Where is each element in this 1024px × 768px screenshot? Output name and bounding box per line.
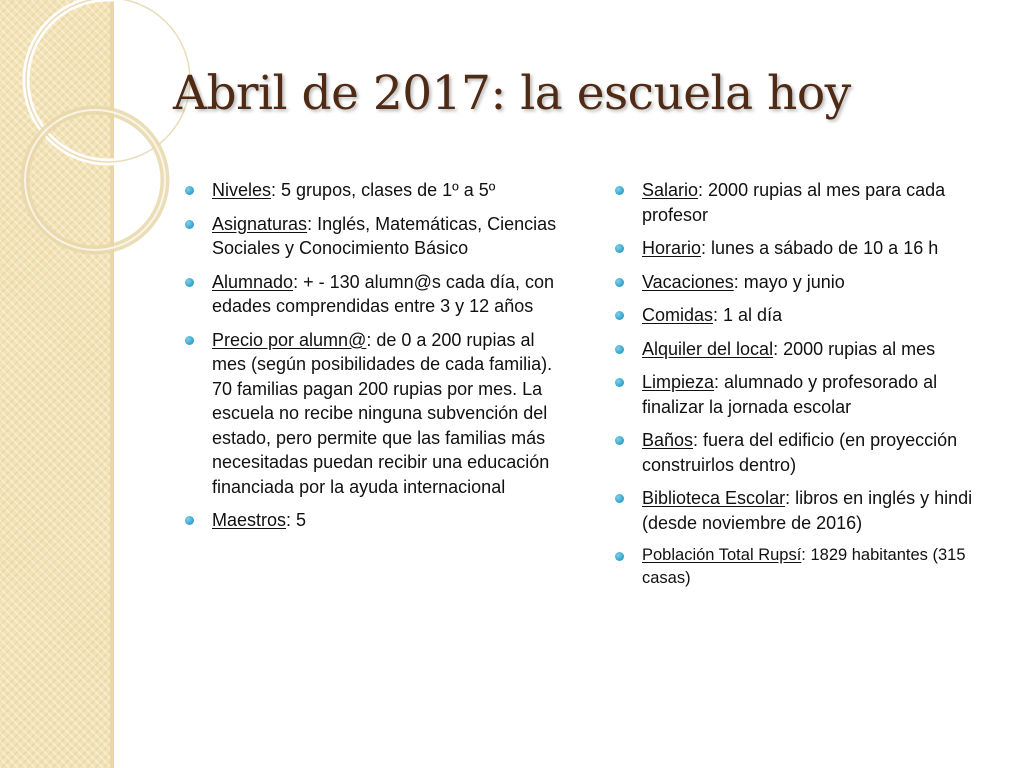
- item-text: : Inglés, Matemáticas, Ciencias Sociales y Conocimiento Básico: [212, 213, 557, 258]
- item-text: : libros en inglés y hindi (desde noviembre de 2016): [642, 488, 973, 533]
- item-label: Población Total Rupsí: [642, 546, 802, 564]
- item-text: : 2000 rupias al mes: [773, 338, 936, 359]
- bullet-icon: [615, 186, 624, 195]
- item-label: Alumnado: [212, 271, 294, 292]
- item-label: Asignaturas: [212, 213, 308, 234]
- item-label: Niveles: [212, 180, 272, 200]
- list-item-limpieza: [615, 370, 995, 419]
- bullet-icon: [185, 278, 194, 287]
- item-text: : 1 al día: [713, 305, 783, 325]
- list-item-vacaciones: [615, 270, 995, 295]
- item-text: : 2000 rupias al mes para cada profesor: [642, 180, 946, 225]
- list-item-maestros: [185, 508, 570, 533]
- bullet-icon: [185, 516, 194, 525]
- item-text: : 1829 habitantes (315 casas): [642, 546, 966, 587]
- item-label: Comidas: [642, 305, 714, 325]
- bullet-icon: [615, 378, 624, 387]
- item-label: Biblioteca Escolar: [642, 488, 786, 508]
- item-label: Salario: [642, 180, 699, 200]
- item-text: : + - 130 alumn@s cada día, con edades comprendidas entre 3 y 12 años: [212, 271, 554, 316]
- list-item-horario: [615, 236, 995, 261]
- page-title: Abril de 2017: la escuela hoy: [173, 66, 851, 121]
- bullet-icon: [185, 220, 194, 229]
- item-label: Precio por alumn@: [212, 329, 367, 350]
- item-text: : lunes a sábado de 10 a 16 h: [701, 238, 939, 258]
- bullet-icon: [615, 345, 624, 354]
- bullet-icon: [185, 336, 194, 345]
- bullet-icon: [615, 244, 624, 253]
- list-item-comidas: [615, 303, 995, 328]
- bullet-icon: [185, 186, 194, 195]
- item-text: : mayo y junio: [733, 271, 845, 292]
- item-label: Vacaciones: [642, 271, 734, 292]
- list-item-alquiler: [615, 337, 995, 362]
- bullet-icon: [615, 494, 624, 503]
- list-item-biblioteca: [615, 486, 995, 535]
- bullet-icon: [615, 436, 624, 445]
- bullet-icon: [615, 278, 624, 287]
- item-text: : 5: [286, 510, 307, 530]
- list-item-asignaturas: [185, 212, 570, 261]
- bullet-icon: [615, 552, 624, 561]
- list-item-precio: [185, 328, 570, 500]
- list-item-poblacion: [615, 544, 995, 590]
- item-label: Alquiler del local: [642, 338, 774, 359]
- left-bullet-list: [185, 178, 570, 542]
- list-item-alumnado: [185, 270, 570, 319]
- list-item-banos: [615, 428, 995, 477]
- item-text: : 5 grupos, clases de 1º a 5º: [271, 180, 496, 200]
- item-text: : alumnado y profesorado al finalizar la jornada escolar: [642, 372, 938, 417]
- decorative-rings-icon: [0, 0, 200, 260]
- item-text: : fuera del edificio (en proyección construirlos dentro): [642, 430, 958, 475]
- item-label: Horario: [642, 238, 702, 258]
- right-bullet-list: [615, 178, 995, 599]
- list-item-salario: [615, 178, 995, 227]
- item-text: : de 0 a 200 rupias al mes (según posibilidades de cada familia). 70 familias pagan 200 rupias por mes. La escuela no recibe ninguna subvención del estado, pero permite que las familias más necesitadas puedan recibir una educación financiada por la ayuda internacional: [212, 329, 553, 497]
- bullet-icon: [615, 311, 624, 320]
- item-label: Baños: [642, 430, 694, 450]
- item-label: Maestros: [212, 510, 287, 530]
- list-item-niveles: [185, 178, 570, 203]
- item-label: Limpieza: [642, 372, 715, 392]
